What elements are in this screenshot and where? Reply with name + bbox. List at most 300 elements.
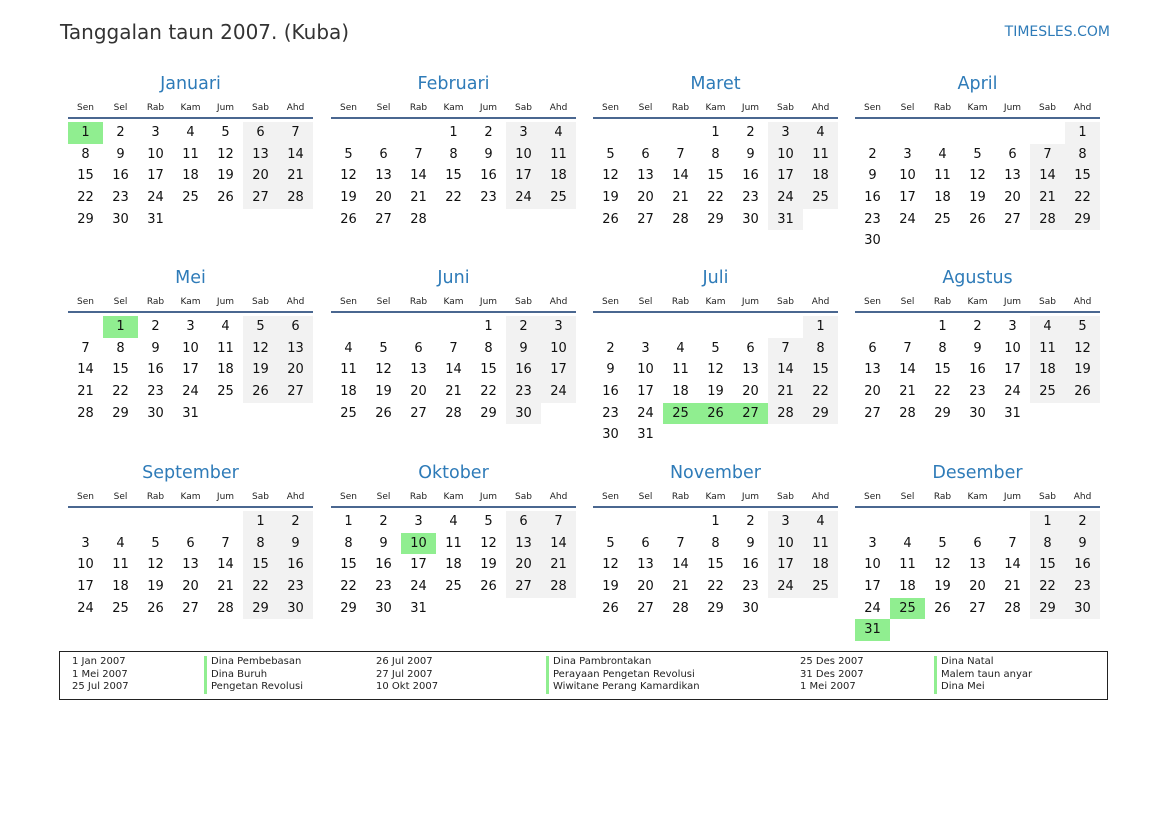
month-title: April <box>957 74 998 94</box>
empty-cell <box>331 316 366 338</box>
weekday-label: Rab <box>671 297 690 307</box>
day-cell: 10 <box>899 168 916 184</box>
weekday-label: Sab <box>515 492 532 502</box>
day-cell: 29 <box>1030 598 1065 620</box>
holiday-name: Dina Pembebasan <box>204 656 303 669</box>
holiday-date: 27 Jul 2007 <box>376 668 433 680</box>
weekday-label: Kam <box>705 492 726 502</box>
empty-cell <box>366 316 401 338</box>
day-cell: 1 <box>344 514 353 529</box>
day-cell: 4 <box>116 535 125 551</box>
day-cell: 25 <box>445 579 462 595</box>
empty-cell <box>628 511 663 533</box>
day-cell: 15 <box>1030 554 1065 576</box>
day-cell: 9 <box>506 338 541 360</box>
day-cell: 20 <box>278 359 313 381</box>
holiday-day: 25 <box>663 403 698 425</box>
day-cell: 25 <box>112 600 129 616</box>
holiday-names-column <box>204 656 303 694</box>
holiday-legend <box>59 651 1108 700</box>
day-cell: 13 <box>969 557 986 573</box>
day-cell: 13 <box>243 144 278 166</box>
weekday-label: Sab <box>252 103 269 113</box>
weekday-label: Jum <box>741 297 760 307</box>
day-cell: 25 <box>182 190 199 206</box>
weekday-label: Kam <box>705 103 726 113</box>
weekday-header <box>68 99 313 119</box>
day-cell: 13 <box>410 362 427 378</box>
day-cell: 10 <box>147 146 164 162</box>
day-cell: 19 <box>707 384 724 400</box>
day-cell: 6 <box>278 316 313 338</box>
day-cell: 2 <box>1065 511 1100 533</box>
month-juli <box>593 267 838 446</box>
day-cell: 3 <box>768 511 803 533</box>
day-cell: 12 <box>707 362 724 378</box>
weekday-label: Jum <box>216 492 235 502</box>
day-cell: 18 <box>112 579 129 595</box>
day-cell: 5 <box>243 316 278 338</box>
holiday-date: 1 Jan 2007 <box>72 656 126 667</box>
day-cell: 26 <box>934 600 951 616</box>
day-cell: 3 <box>506 122 541 144</box>
day-cell: 1 <box>1030 511 1065 533</box>
day-cell: 19 <box>934 579 951 595</box>
day-cell: 17 <box>506 165 541 187</box>
weekday-label: Kam <box>967 492 988 502</box>
day-cell: 7 <box>81 340 90 356</box>
day-cell: 25 <box>803 187 838 209</box>
empty-cell <box>925 511 960 533</box>
day-cell: 4 <box>221 319 230 334</box>
day-cell: 5 <box>938 535 947 551</box>
month-maret <box>593 73 838 230</box>
day-cell: 5 <box>606 146 615 162</box>
day-cell: 18 <box>340 384 357 400</box>
month-februari <box>331 73 576 230</box>
day-cell: 16 <box>506 359 541 381</box>
day-cell: 27 <box>375 211 392 227</box>
empty-cell <box>995 511 1030 533</box>
weekday-label: Jum <box>741 492 760 502</box>
empty-cell <box>331 122 366 144</box>
day-cell: 4 <box>449 514 458 529</box>
day-cell: 14 <box>410 168 427 184</box>
day-cell: 29 <box>803 403 838 425</box>
day-cell: 12 <box>217 146 234 162</box>
day-cell: 6 <box>973 535 982 551</box>
day-cell: 3 <box>868 535 877 551</box>
day-cell: 27 <box>1004 211 1021 227</box>
weekday-label: Kam <box>967 103 988 113</box>
day-cell: 11 <box>934 168 951 184</box>
day-cell: 7 <box>1030 144 1065 166</box>
day-cell: 13 <box>506 533 541 555</box>
empty-cell <box>593 122 628 144</box>
empty-cell <box>663 316 698 338</box>
weekday-label: Kam <box>180 297 201 307</box>
day-cell: 1 <box>243 511 278 533</box>
day-cell: 7 <box>903 340 912 356</box>
day-cell: 15 <box>1065 165 1100 187</box>
day-cell: 2 <box>116 125 125 140</box>
day-cell: 23 <box>864 211 881 227</box>
weekday-label: Ahd <box>549 492 568 502</box>
day-cell: 22 <box>77 190 94 206</box>
day-cell: 18 <box>182 168 199 184</box>
weekday-label: Ahd <box>286 103 305 113</box>
day-cell: 6 <box>746 340 755 356</box>
day-cell: 17 <box>768 554 803 576</box>
day-cell: 29 <box>340 600 357 616</box>
empty-cell <box>855 511 890 533</box>
empty-cell <box>1030 122 1065 144</box>
weekday-label: Sab <box>1039 297 1056 307</box>
day-cell: 21 <box>77 384 94 400</box>
day-cell: 10 <box>1004 340 1021 356</box>
day-cell: 16 <box>864 190 881 206</box>
day-cell: 17 <box>1004 362 1021 378</box>
day-cell: 27 <box>243 187 278 209</box>
day-cell: 4 <box>344 340 353 356</box>
day-cell: 13 <box>375 168 392 184</box>
weekday-label: Ahd <box>549 103 568 113</box>
day-cell: 28 <box>672 600 689 616</box>
empty-cell <box>593 316 628 338</box>
day-cell: 15 <box>803 359 838 381</box>
weekday-label: Rab <box>671 103 690 113</box>
empty-cell <box>890 122 925 144</box>
weekday-label: Kam <box>443 492 464 502</box>
day-cell: 4 <box>186 125 195 140</box>
weekday-label: Sen <box>602 297 619 307</box>
day-cell: 9 <box>606 362 615 378</box>
empty-cell <box>663 122 698 144</box>
day-cell: 5 <box>344 146 353 162</box>
day-cell: 23 <box>1065 576 1100 598</box>
day-cell: 17 <box>864 579 881 595</box>
day-cell: 22 <box>340 579 357 595</box>
day-cell: 23 <box>602 405 619 421</box>
weekday-label: Rab <box>933 103 952 113</box>
weekday-label: Ahd <box>1073 492 1092 502</box>
day-cell: 19 <box>602 579 619 595</box>
empty-cell <box>208 511 243 533</box>
day-cell: 28 <box>217 600 234 616</box>
weekday-header <box>855 293 1100 313</box>
day-cell: 16 <box>1065 554 1100 576</box>
weekday-label: Sel <box>113 103 128 113</box>
day-cell: 1 <box>803 316 838 338</box>
weekday-label: Kam <box>443 103 464 113</box>
day-cell: 2 <box>379 514 388 529</box>
day-cell: 11 <box>803 533 838 555</box>
empty-cell <box>173 511 208 533</box>
day-cell: 3 <box>641 340 650 356</box>
day-cell: 11 <box>899 557 916 573</box>
day-cell: 17 <box>182 362 199 378</box>
day-cell: 28 <box>541 576 576 598</box>
day-cell: 10 <box>637 362 654 378</box>
day-cell: 23 <box>112 190 129 206</box>
holiday-day: 26 <box>698 403 733 425</box>
holiday-day: 10 <box>401 533 436 555</box>
empty-cell <box>733 316 768 338</box>
day-cell: 20 <box>969 579 986 595</box>
day-cell: 25 <box>217 384 234 400</box>
day-cell: 22 <box>707 579 724 595</box>
day-cell: 13 <box>864 362 881 378</box>
day-cell: 1 <box>449 125 458 140</box>
weekday-label: Sen <box>77 492 94 502</box>
month-april <box>855 73 1100 252</box>
day-cell: 4 <box>803 511 838 533</box>
day-cell: 1 <box>484 319 493 334</box>
day-cell: 3 <box>186 319 195 334</box>
weekday-label: Sab <box>1039 103 1056 113</box>
day-cell: 8 <box>449 146 458 162</box>
day-grid <box>855 511 1100 641</box>
day-cell: 26 <box>375 405 392 421</box>
weekday-label: Jum <box>479 103 498 113</box>
day-cell: 17 <box>410 557 427 573</box>
weekday-label: Sel <box>900 492 915 502</box>
day-cell: 22 <box>243 576 278 598</box>
day-cell: 4 <box>1030 316 1065 338</box>
day-cell: 2 <box>278 511 313 533</box>
day-cell: 9 <box>1065 533 1100 555</box>
day-cell: 21 <box>410 190 427 206</box>
weekday-label: Ahd <box>1073 297 1092 307</box>
day-cell: 28 <box>899 405 916 421</box>
site-link[interactable]: TIMESLES.COM <box>1004 24 1110 40</box>
holiday-names-column <box>546 656 700 694</box>
month-september <box>68 462 313 619</box>
month-title: Oktober <box>418 463 489 483</box>
weekday-header <box>593 99 838 119</box>
day-cell: 24 <box>899 211 916 227</box>
day-cell: 9 <box>379 535 388 551</box>
day-cell: 18 <box>541 165 576 187</box>
day-cell: 24 <box>147 190 164 206</box>
day-cell: 25 <box>803 576 838 598</box>
empty-cell <box>890 511 925 533</box>
month-title: Mei <box>175 268 206 288</box>
day-cell: 24 <box>410 579 427 595</box>
day-cell: 14 <box>672 168 689 184</box>
day-cell: 20 <box>182 579 199 595</box>
day-cell: 5 <box>379 340 388 356</box>
weekday-header <box>855 99 1100 119</box>
day-cell: 2 <box>973 319 982 334</box>
month-title: September <box>142 463 239 483</box>
day-cell: 29 <box>707 600 724 616</box>
day-cell: 23 <box>375 579 392 595</box>
day-cell: 22 <box>934 384 951 400</box>
day-cell: 12 <box>969 168 986 184</box>
day-cell: 12 <box>1065 338 1100 360</box>
weekday-label: Jum <box>216 297 235 307</box>
weekday-label: Sab <box>252 297 269 307</box>
day-cell: 14 <box>278 144 313 166</box>
day-grid <box>331 316 576 424</box>
day-grid <box>68 122 313 230</box>
day-cell: 19 <box>340 190 357 206</box>
day-cell: 21 <box>445 384 462 400</box>
day-cell: 18 <box>217 362 234 378</box>
day-cell: 20 <box>506 554 541 576</box>
day-cell: 27 <box>278 381 313 403</box>
weekday-label: Sel <box>900 297 915 307</box>
day-cell: 6 <box>186 535 195 551</box>
day-cell: 27 <box>637 600 654 616</box>
day-cell: 17 <box>77 579 94 595</box>
day-cell: 23 <box>480 190 497 206</box>
day-cell: 16 <box>112 168 129 184</box>
holiday-dates-column <box>72 656 129 694</box>
day-cell: 9 <box>868 168 877 184</box>
holiday-date: 26 Jul 2007 <box>376 656 433 667</box>
day-cell: 8 <box>484 340 493 356</box>
day-cell: 26 <box>243 381 278 403</box>
day-grid <box>331 122 576 230</box>
day-cell: 9 <box>973 340 982 356</box>
month-title: Desember <box>932 463 1023 483</box>
empty-cell <box>401 316 436 338</box>
day-cell: 15 <box>112 362 129 378</box>
weekday-label: Jum <box>479 492 498 502</box>
day-cell: 26 <box>969 211 986 227</box>
day-cell: 3 <box>1008 319 1017 334</box>
day-cell: 10 <box>768 533 803 555</box>
day-cell: 28 <box>768 403 803 425</box>
day-cell: 3 <box>768 122 803 144</box>
day-cell: 1 <box>711 514 720 529</box>
weekday-label: Sab <box>515 103 532 113</box>
empty-cell <box>138 511 173 533</box>
day-cell: 11 <box>182 146 199 162</box>
day-cell: 15 <box>707 557 724 573</box>
day-cell: 10 <box>182 340 199 356</box>
day-cell: 30 <box>602 427 619 443</box>
holiday-day: 27 <box>733 403 768 425</box>
day-cell: 20 <box>375 190 392 206</box>
day-cell: 30 <box>742 211 759 227</box>
day-cell: 24 <box>541 381 576 403</box>
day-cell: 26 <box>480 579 497 595</box>
holiday-date: 25 Des 2007 <box>800 656 864 667</box>
day-cell: 17 <box>147 168 164 184</box>
day-cell: 19 <box>217 168 234 184</box>
day-cell: 15 <box>707 168 724 184</box>
month-title: Februari <box>417 74 490 94</box>
day-cell: 24 <box>1004 384 1021 400</box>
day-cell: 11 <box>803 144 838 166</box>
day-cell: 11 <box>445 535 462 551</box>
day-cell: 22 <box>707 190 724 206</box>
day-cell: 2 <box>484 125 493 140</box>
weekday-label: Rab <box>409 103 428 113</box>
day-cell: 6 <box>641 146 650 162</box>
day-cell: 16 <box>742 168 759 184</box>
day-cell: 24 <box>506 187 541 209</box>
day-cell: 29 <box>243 598 278 620</box>
month-title: Juni <box>437 268 470 288</box>
day-cell: 6 <box>414 340 423 356</box>
day-cell: 18 <box>672 384 689 400</box>
day-cell: 19 <box>243 359 278 381</box>
day-cell: 20 <box>742 384 759 400</box>
day-cell: 19 <box>969 190 986 206</box>
day-cell: 7 <box>1008 535 1017 551</box>
day-cell: 31 <box>182 405 199 421</box>
day-cell: 12 <box>602 168 619 184</box>
day-cell: 22 <box>1065 187 1100 209</box>
day-cell: 23 <box>969 384 986 400</box>
day-cell: 3 <box>903 146 912 162</box>
day-cell: 8 <box>938 340 947 356</box>
weekday-label: Sab <box>777 492 794 502</box>
day-cell: 7 <box>768 338 803 360</box>
day-cell: 25 <box>340 405 357 421</box>
day-cell: 1 <box>1065 122 1100 144</box>
day-cell: 27 <box>864 405 881 421</box>
day-grid <box>593 511 838 619</box>
day-cell: 5 <box>711 340 720 356</box>
holiday-name: Dina Pambrontakan <box>546 656 700 669</box>
day-cell: 8 <box>711 535 720 551</box>
day-cell: 21 <box>541 554 576 576</box>
empty-cell <box>436 316 471 338</box>
holiday-day: 1 <box>103 316 138 338</box>
weekday-label: Ahd <box>286 492 305 502</box>
day-cell: 23 <box>278 576 313 598</box>
day-cell: 21 <box>672 579 689 595</box>
day-cell: 14 <box>899 362 916 378</box>
day-cell: 28 <box>278 187 313 209</box>
month-title: Maret <box>690 74 741 94</box>
day-cell: 17 <box>768 165 803 187</box>
weekday-label: Sen <box>602 492 619 502</box>
day-cell: 6 <box>641 535 650 551</box>
day-cell: 14 <box>768 359 803 381</box>
weekday-label: Sel <box>638 297 653 307</box>
weekday-header <box>68 293 313 313</box>
empty-cell <box>698 316 733 338</box>
day-cell: 31 <box>637 427 654 443</box>
day-cell: 9 <box>484 146 493 162</box>
day-cell: 19 <box>147 579 164 595</box>
day-cell: 12 <box>147 557 164 573</box>
day-cell: 30 <box>864 233 881 249</box>
day-grid <box>593 122 838 230</box>
day-cell: 2 <box>868 146 877 162</box>
day-cell: 30 <box>278 598 313 620</box>
day-cell: 17 <box>637 384 654 400</box>
day-cell: 6 <box>868 340 877 356</box>
day-cell: 2 <box>151 319 160 334</box>
day-cell: 14 <box>77 362 94 378</box>
day-cell: 17 <box>541 359 576 381</box>
day-cell: 25 <box>1030 381 1065 403</box>
day-cell: 23 <box>742 190 759 206</box>
day-cell: 25 <box>934 211 951 227</box>
weekday-label: Ahd <box>811 297 830 307</box>
day-cell: 24 <box>637 405 654 421</box>
weekday-header <box>593 293 838 313</box>
weekday-header <box>331 99 576 119</box>
empty-cell <box>103 511 138 533</box>
